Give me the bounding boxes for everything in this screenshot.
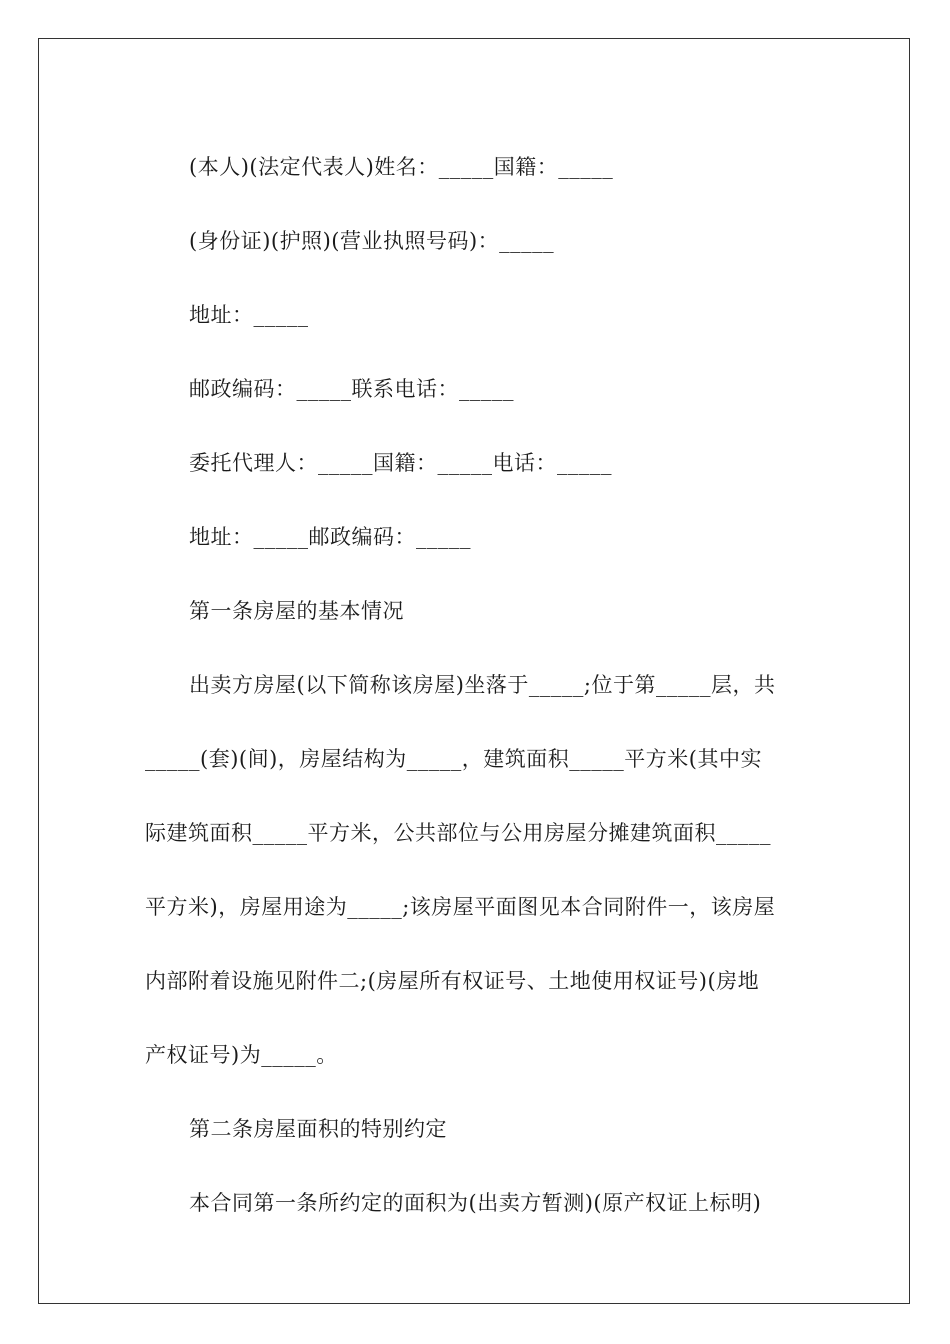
article-one-paragraph-line-2: _____(套)(间)，房屋结构为_____，建筑面积_____平方米(其中实	[145, 747, 762, 771]
article-one-heading: 第一条房屋的基本情况	[189, 599, 404, 623]
seller-id-number-line: (身份证)(护照)(营业执照号码)：_____	[189, 229, 555, 253]
document-body	[145, 130, 805, 1240]
article-two-heading: 第二条房屋面积的特别约定	[189, 1117, 447, 1141]
article-one-paragraph-line-6: 产权证号)为_____。	[145, 1043, 338, 1067]
seller-postcode-phone-line: 邮政编码：_____联系电话：_____	[189, 377, 514, 401]
agent-address-postcode-line: 地址：_____邮政编码：_____	[189, 525, 471, 549]
article-two-paragraph-line-1: 本合同第一条所约定的面积为(出卖方暂测)(原产权证上标明)	[189, 1191, 762, 1215]
seller-address-line: 地址：_____	[189, 303, 309, 327]
article-one-paragraph-line-4: 平方米)，房屋用途为_____;该房屋平面图见本合同附件一，该房屋	[145, 895, 776, 919]
seller-name-nationality-line: (本人)(法定代表人)姓名：_____国籍：_____	[189, 155, 614, 179]
article-one-paragraph-line-5: 内部附着设施见附件二;(房屋所有权证号、土地使用权证号)(房地	[145, 969, 760, 993]
article-one-paragraph-line-1: 出卖方房屋(以下简称该房屋)坐落于_____;位于第_____层，共	[189, 673, 776, 697]
article-one-paragraph-line-3: 际建筑面积_____平方米，公共部位与公用房屋分摊建筑面积_____	[145, 821, 771, 845]
agent-line: 委托代理人：_____国籍：_____电话：_____	[189, 451, 612, 475]
